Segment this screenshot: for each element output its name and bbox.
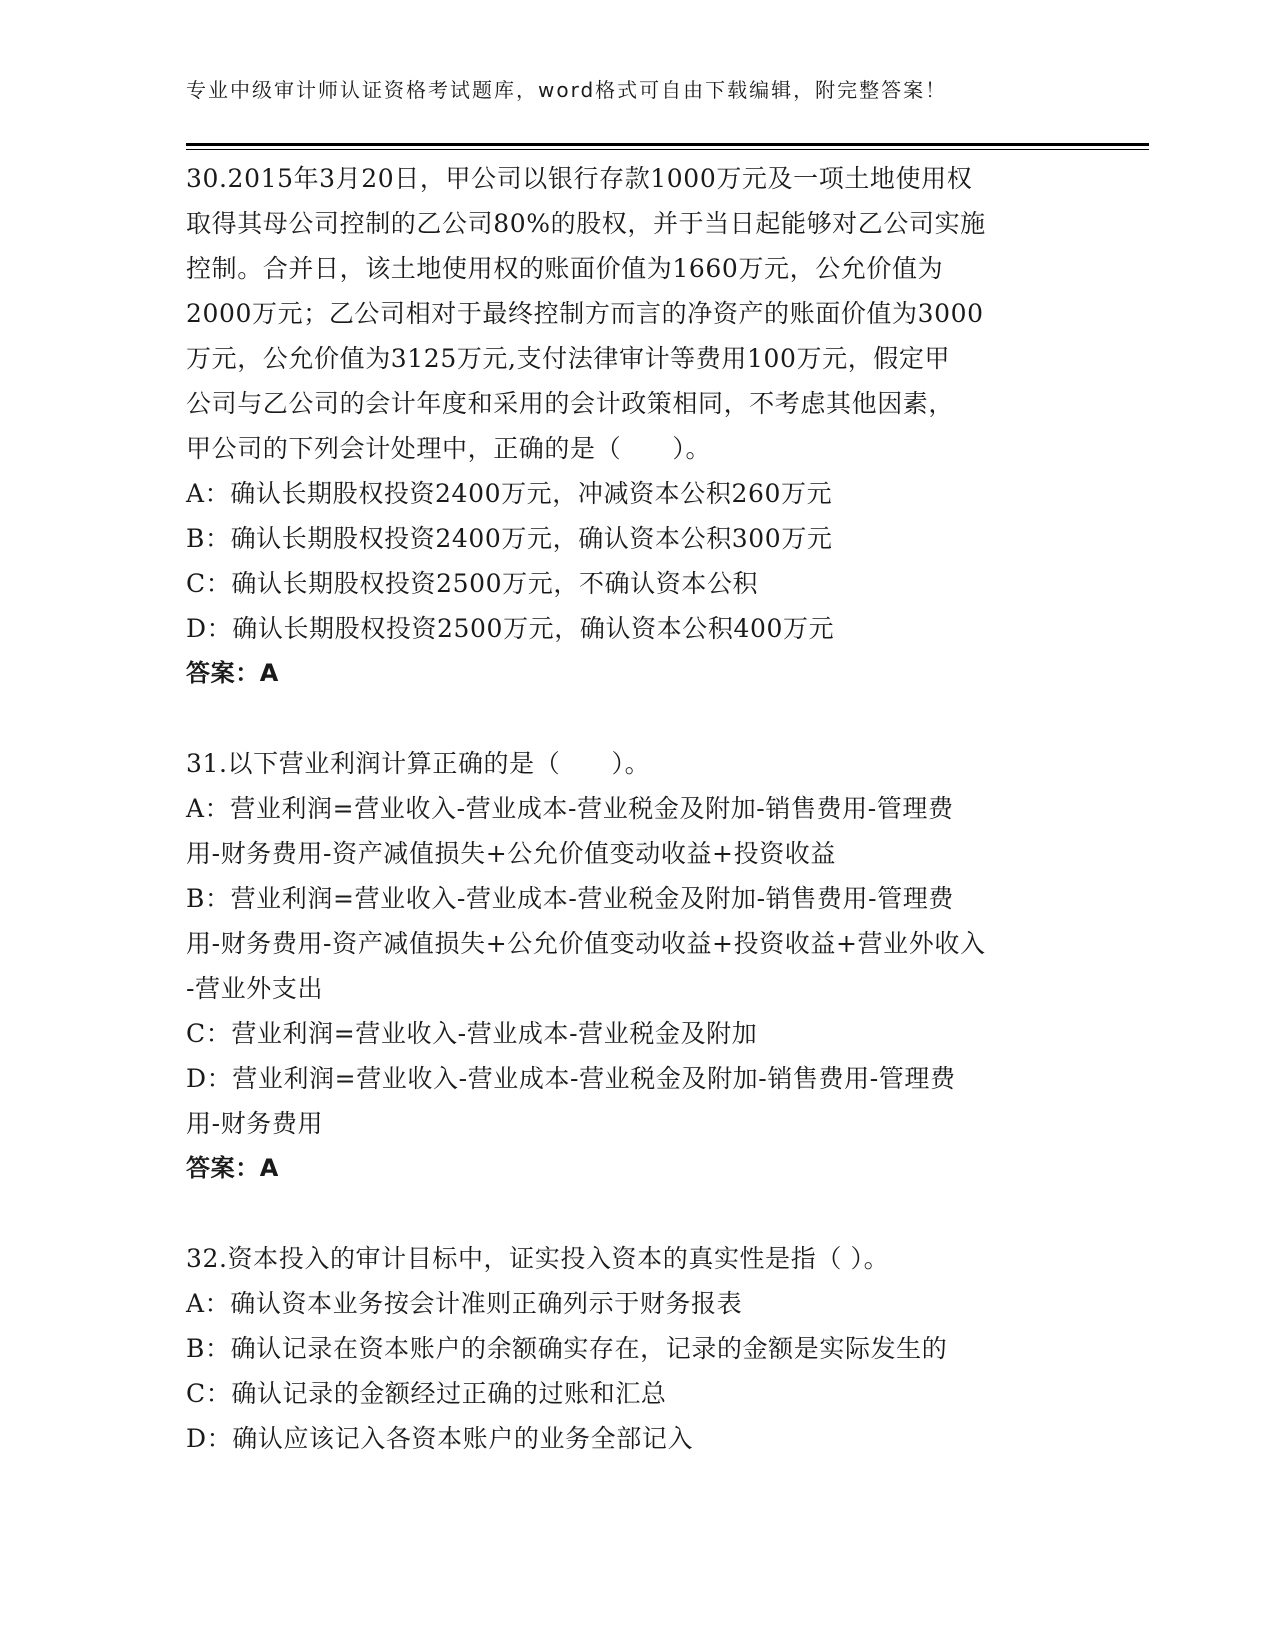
option-d: D：营业利润=营业收入-营业成本-营业税金及附加-销售费用-管理费 [186,1064,956,1093]
option-c: C：确认记录的金额经过正确的过账和汇总 [186,1379,667,1408]
option-b: B：确认长期股权投资2400万元，确认资本公积300万元 [186,524,833,553]
question-gap [186,1191,1076,1236]
question-stem-line: 控制。合并日，该土地使用权的账面价值为1660万元，公允价值为 [186,254,944,283]
option-a-continued: 用-财务费用-资产减值损失+公允价值变动收益+投资收益 [186,839,836,868]
question-30 [186,156,1076,696]
question-32 [186,1236,1076,1461]
option-a: A：确认资本业务按会计准则正确列示于财务报表 [186,1289,743,1318]
question-stem-line: 32.资本投入的审计目标中，证实投入资本的真实性是指（ ）。 [186,1244,890,1273]
question-list [186,156,1076,1461]
option-a: A：确认长期股权投资2400万元，冲减资本公积260万元 [186,479,833,508]
option-b: B：营业利润=营业收入-营业成本-营业税金及附加-销售费用-管理费 [186,884,954,913]
question-stem-line: 取得其母公司控制的乙公司80%的股权，并于当日起能够对乙公司实施 [186,209,986,238]
option-d: D：确认应该记入各资本账户的业务全部记入 [186,1424,694,1453]
option-c: C：确认长期股权投资2500万元，不确认资本公积 [186,569,759,598]
question-gap [186,696,1076,741]
page-header: 专业中级审计师认证资格考试题库，word格式可自由下载编辑，附完整答案！ [186,78,948,102]
option-b: B：确认记录在资本账户的余额确实存在，记录的金额是实际发生的 [186,1334,948,1363]
answer-label: 答案：A [186,659,279,687]
header-rule-thick [186,143,1149,146]
option-b-continued: 用-财务费用-资产减值损失+公允价值变动收益+投资收益+营业外收入 [186,929,986,958]
question-stem-line: 31.以下营业利润计算正确的是（ ）。 [186,749,651,778]
answer-label: 答案：A [186,1154,279,1182]
question-31 [186,741,1076,1191]
question-stem-line: 公司与乙公司的会计年度和采用的会计政策相同，不考虑其他因素， [186,389,955,418]
option-b-continued: -营业外支出 [186,974,324,1003]
header-rule-thin [186,149,1149,150]
question-stem-line: 30.2015年3月20日，甲公司以银行存款1000万元及一项土地使用权 [186,164,973,193]
question-stem-line: 万元，公允价值为3125万元,支付法律审计等费用100万元，假定甲 [186,344,951,373]
option-a: A：营业利润=营业收入-营业成本-营业税金及附加-销售费用-管理费 [186,794,954,823]
question-stem-line: 甲公司的下列会计处理中，正确的是（ ）。 [186,434,712,463]
option-c: C：营业利润=营业收入-营业成本-营业税金及附加 [186,1019,758,1048]
option-d: D：确认长期股权投资2500万元，确认资本公积400万元 [186,614,835,643]
question-stem-line: 2000万元；乙公司相对于最终控制方而言的净资产的账面价值为3000 [186,299,984,328]
option-d-continued: 用-财务费用 [186,1109,324,1138]
